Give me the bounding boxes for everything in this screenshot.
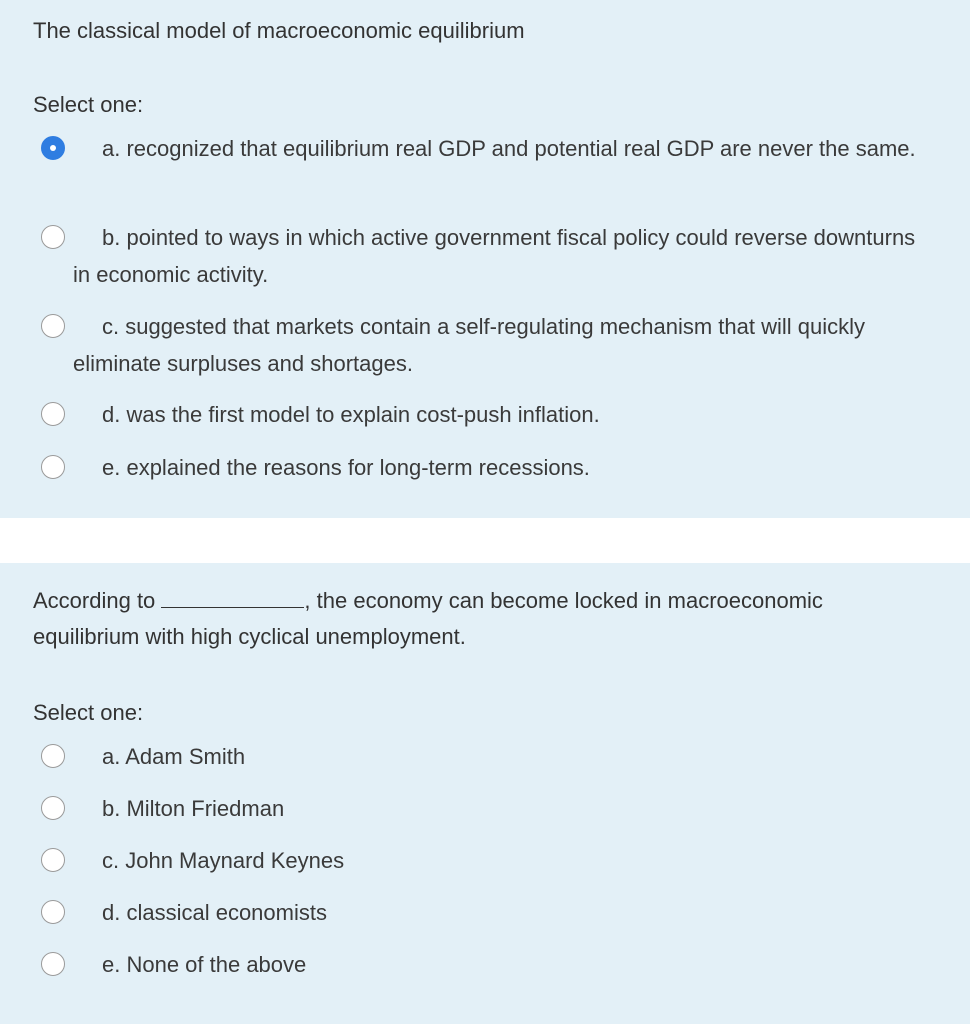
question-2-text-after: , the economy can become locked in macroeconomic equilibrium with high cyclical unemployment. [33, 588, 823, 649]
q1-option-e-label: e. explained the reasons for long-term recessions. [102, 455, 590, 480]
question-2-blank [161, 589, 304, 608]
question-2-panel [0, 563, 970, 1024]
question-2-text [33, 583, 930, 655]
q1-option-a-label: a. recognized that equilibrium real GDP and potential real GDP are never the same. [102, 136, 916, 161]
q1-option-b-label: b. pointed to ways in which active government fiscal policy could reverse downturns in economic activity. [73, 225, 916, 287]
q2-option-b-label: b. Milton Friedman [102, 796, 285, 821]
q2-option-c-label: c. John Maynard Keynes [102, 848, 345, 873]
q2-option-e-radio[interactable] [41, 952, 65, 976]
q2-option-d-radio[interactable] [41, 900, 65, 924]
q1-option-a-radio[interactable] [41, 136, 65, 160]
question-2-text-before: According to [33, 588, 156, 613]
q1-option-d-radio[interactable] [41, 402, 65, 426]
q2-option-d-label: d. classical economists [102, 900, 327, 925]
question-1-text: The classical model of macroeconomic equilibrium [33, 18, 525, 43]
q2-option-e-label: e. None of the above [102, 952, 307, 977]
q1-option-b-radio[interactable] [41, 225, 65, 249]
question-1-select-label: Select one: [33, 92, 144, 117]
q2-option-a-label: a. Adam Smith [102, 744, 246, 769]
q2-option-a-radio[interactable] [41, 744, 65, 768]
q1-option-d-label: d. was the first model to explain cost-push inflation. [102, 402, 600, 427]
q2-option-b-radio[interactable] [41, 796, 65, 820]
q2-option-c-radio[interactable] [41, 848, 65, 872]
q1-option-e-radio[interactable] [41, 455, 65, 479]
q1-option-c-label: c. suggested that markets contain a self-regulating mechanism that will quickly eliminate surpluses and shortages. [73, 314, 866, 376]
question-2-select-label: Select one: [33, 700, 144, 725]
q1-option-c-radio[interactable] [41, 314, 65, 338]
